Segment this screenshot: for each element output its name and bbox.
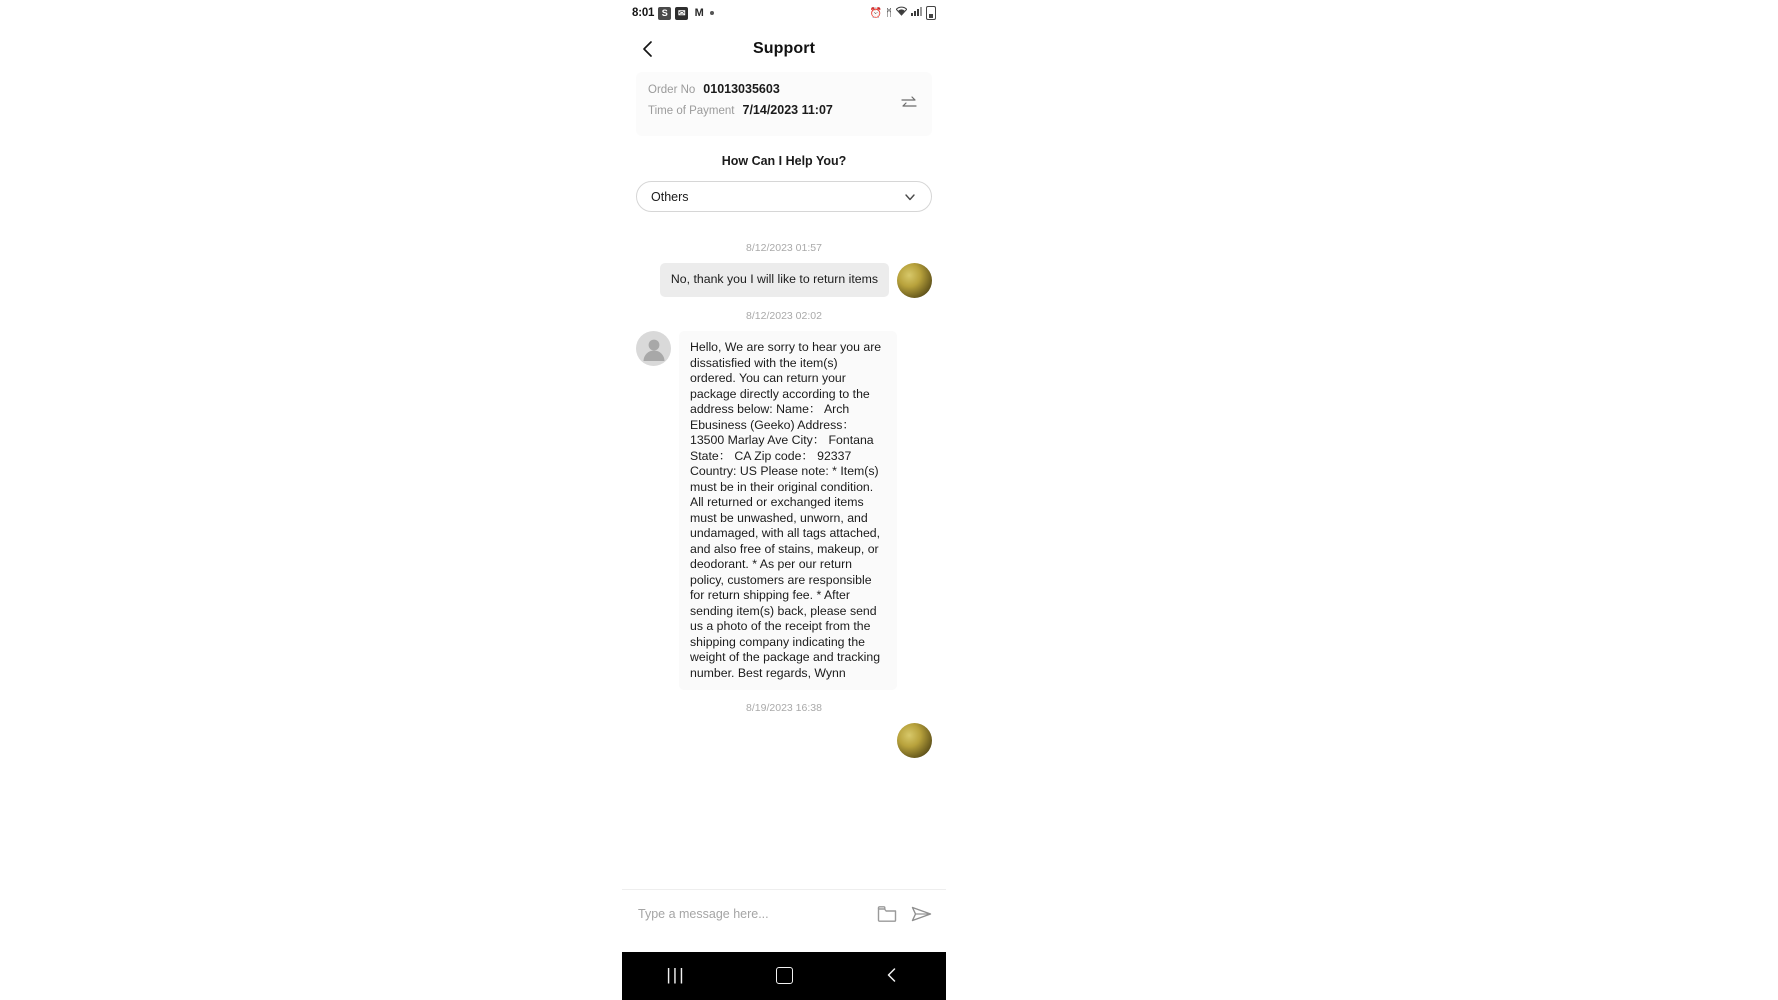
chevron-down-icon (903, 190, 917, 204)
swap-arrows-icon[interactable] (900, 94, 918, 112)
message-bubble: Hello, We are sorry to hear you are dissatisfied with the item(s) ordered. You can return your package directly according to the address below: Name： Arch Ebusiness (Geeko) Address： 13500 Marlay Ave City： Fontana State： CA Zip code： 92337 Country: US Please note: * Item(s) must be in their original condition. All returned or exchanged items must be unwashed, unworn, and undamaged, with all tags attached, and also free of stains, makeup, or deodorant. * As per our return policy, customers are responsible for return shipping fee. * After sending item(s) back, please send us a photo of the receipt from the shipping company indicating the weight of the package and tracking number. Best regards, Wynn (679, 331, 897, 690)
phone-screen (622, 0, 946, 1000)
status-bar-left (632, 7, 714, 20)
message-bubble: No, thank you I will like to return items (660, 263, 889, 297)
message-input-bar (622, 889, 946, 937)
avatar (636, 331, 671, 366)
payment-time-value: 7/14/2023 11:07 (742, 103, 833, 117)
app-header (622, 26, 946, 72)
status-bar-right (870, 6, 936, 20)
home-button[interactable] (760, 955, 808, 995)
home-icon (776, 967, 793, 984)
order-no-row (648, 82, 920, 96)
chat-message-incoming (622, 331, 946, 690)
message-input[interactable] (636, 906, 864, 922)
order-summary-card (636, 72, 932, 136)
order-no-value: 01013035603 (703, 82, 780, 96)
chat-thread[interactable] (622, 230, 946, 782)
status-time: 8:01 (632, 7, 655, 19)
chat-timestamp: 8/12/2023 01:57 (746, 242, 822, 254)
order-no-label: Order No (648, 84, 696, 96)
recents-icon: ||| (666, 965, 686, 984)
person-icon (637, 332, 671, 366)
chat-message-outgoing (622, 263, 946, 298)
status-bar (622, 0, 946, 26)
recents-button[interactable] (652, 955, 700, 995)
chat-timestamp: 8/12/2023 02:02 (746, 310, 822, 322)
bluetooth-icon: ᛗ (886, 7, 892, 19)
wifi-icon (896, 6, 907, 20)
payment-time-row (648, 103, 920, 117)
help-title: How Can I Help You? (721, 154, 847, 168)
nav-back-button[interactable] (868, 955, 916, 995)
s-badge-icon: S (658, 7, 671, 20)
issue-type-dropdown[interactable] (636, 181, 932, 212)
send-icon[interactable] (910, 903, 932, 925)
android-nav-bar (622, 952, 946, 1000)
payment-time-label: Time of Payment (648, 105, 735, 117)
dot-icon (710, 11, 714, 15)
email-badge-icon: ✉ (675, 7, 688, 20)
folder-icon[interactable] (876, 903, 898, 925)
page-title: Support (752, 40, 816, 57)
issue-type-value: Others (651, 189, 689, 204)
alarm-icon: ⏰ (869, 7, 882, 19)
chat-message-partial (622, 723, 946, 758)
battery-icon (926, 6, 936, 20)
avatar (897, 723, 932, 758)
signal-icon (911, 6, 922, 20)
chevron-left-icon (639, 40, 657, 58)
chat-timestamp: 8/19/2023 16:38 (746, 702, 822, 714)
mm-icon: M (694, 6, 704, 19)
back-button[interactable] (636, 37, 660, 61)
nav-back-icon (884, 967, 900, 983)
avatar (897, 263, 932, 298)
